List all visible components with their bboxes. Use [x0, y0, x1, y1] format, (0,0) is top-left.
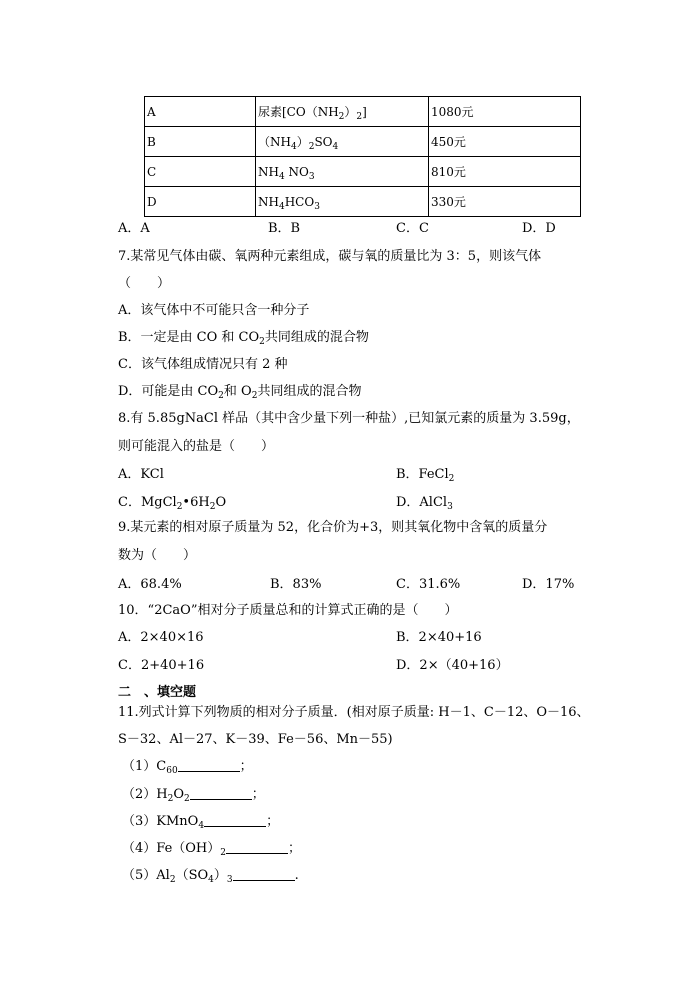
fertilizer-price-table [144, 96, 581, 217]
q11-stem: 11.列式计算下列物质的相对分子质量．(相对原子质量: H－1、C－12、O－16、 [118, 705, 590, 720]
q10-option-a: A．2×40×16 [118, 630, 204, 645]
q6-option-a: A．A [118, 221, 150, 236]
q9-stem-line2: 数为（ ） [118, 548, 197, 563]
q10-option-d: D．2×（40+16） [396, 658, 509, 673]
table-cell-price: 810元 [429, 157, 581, 187]
item-punctuation: ； [266, 814, 280, 829]
formula-label: $(1)C_{60}$ [122, 759, 178, 776]
table-cell-option: D [145, 187, 256, 217]
answer-blank[interactable] [226, 841, 288, 854]
q9-option-d: D．17% [522, 577, 575, 592]
item-punctuation: ； [251, 787, 265, 802]
q9-option-b: B．83% [270, 577, 322, 592]
q10-option-c: C．2+40+16 [118, 658, 205, 673]
q8-stem-line2: 则可能混入的盐是（ ） [118, 439, 275, 454]
q9-option-c: C．31.6% [396, 577, 461, 592]
formula-label: $(4)Fe(OH)_2$ [122, 841, 227, 858]
q7-stem-bracket: （ ） [118, 276, 171, 291]
table-cell-price: 330元 [429, 187, 581, 217]
section-title: 二 、填空题 [118, 685, 197, 700]
table-cell-option: B [145, 127, 256, 157]
q7-option-c: C．该气体组成情况只有 2 种 [118, 357, 288, 372]
table-row [145, 157, 581, 187]
q8-option-c: C．$MgCl_2•6H_2O$ [118, 495, 227, 512]
q11-item-5 [122, 868, 299, 884]
answer-blank[interactable] [178, 759, 240, 772]
q10-option-b: B．2×40+16 [396, 630, 482, 645]
q6-option-c: C．C [396, 221, 429, 236]
q11-stem-line2: S－32、Al－27、K－39、Fe－56、Mn－55) [118, 732, 393, 747]
formula-label: （3）KMnO$_4$ [122, 814, 205, 831]
answer-blank[interactable] [204, 814, 266, 827]
table-cell-fertilizer: 尿素$[CO(NH_2)_2]$ [256, 97, 429, 127]
q11-item-2 [122, 787, 265, 803]
table-cell-price: 450元 [429, 127, 581, 157]
q7-option-b: B．一定是由 CO 和 $CO_2$共同组成的混合物 [118, 330, 369, 347]
table-row [145, 127, 581, 157]
table-cell-fertilizer: $NH_4HCO_3$ [256, 187, 429, 217]
table-row [145, 187, 581, 217]
q10-stem: 10．“2CaO”相对分子质量总和的计算式正确的是（ ） [118, 603, 458, 618]
q11-item-3 [122, 814, 279, 830]
q7-option-d: D．可能是由 $CO_2$和 $O_2$共同组成的混合物 [118, 384, 362, 401]
q8-option-b: B．FeCl$_2$ [396, 467, 455, 484]
q11-item-4 [122, 841, 301, 857]
q9-stem: 9.某元素的相对原子质量为 52，化合价为+3，则其氧化物中含氧的质量分 [118, 520, 548, 535]
item-punctuation: . [294, 868, 299, 883]
q7-stem: 7.某常见气体由碳、氧两种元素组成，碳与氧的质量比为 3：5，则该气体 [118, 249, 542, 264]
q8-stem: 8.有 5.85gNaCl 样品（其中含少量下列一种盐）,已知氯元素的质量为 3.59g， [118, 411, 580, 426]
q6-option-d: D．D [522, 221, 556, 236]
q8-option-a: A．KCl [118, 467, 164, 482]
table-cell-price: 1080元 [429, 97, 581, 127]
q7-option-a: A．该气体中不可能只含一种分子 [118, 303, 310, 318]
formula-label: $(2)H_2O_2$ [122, 787, 190, 804]
q11-item-1 [122, 759, 253, 775]
q6-option-b: B．B [268, 221, 301, 236]
item-punctuation: ； [288, 841, 302, 856]
table-cell-option: C [145, 157, 256, 187]
q8-option-d: D．AlCl$_3$ [396, 495, 453, 512]
answer-blank[interactable] [233, 868, 295, 881]
answer-blank[interactable] [190, 787, 252, 800]
table-cell-fertilizer: $NH_4$ $NO_3$ [256, 157, 429, 187]
table-row [145, 97, 581, 127]
table-cell-option: A [145, 97, 256, 127]
q9-option-a: A．68.4% [118, 577, 182, 592]
table-cell-fertilizer: $(NH_4)_2SO_4$ [256, 127, 429, 157]
item-punctuation: ； [239, 759, 253, 774]
formula-label: $(5)Al_2(SO_4)_3$ [122, 868, 233, 885]
